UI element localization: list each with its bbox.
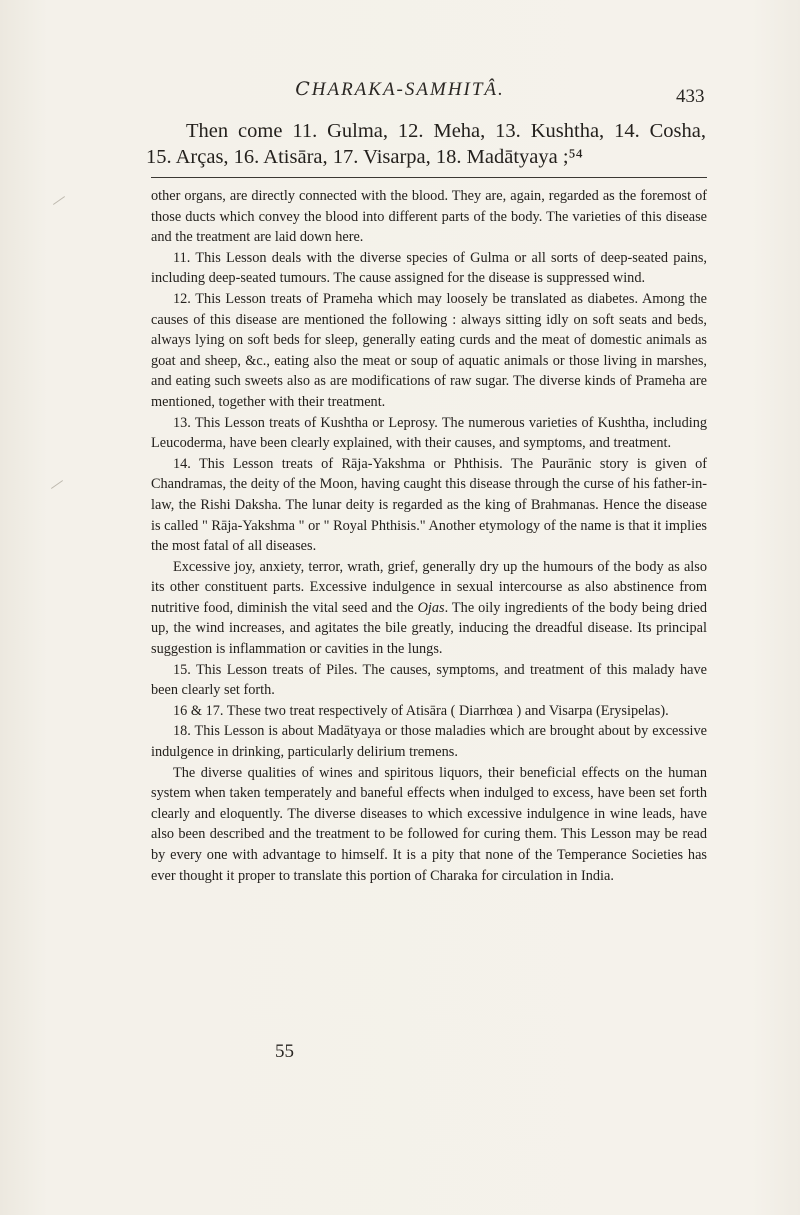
running-title: ⅭHARAKA-SAMHITÂ. <box>295 79 505 100</box>
note-18: 18. This Lesson is about Madātyaya or those maladies which are brought about by excessive indulgence in drinking, particularly delirium tremens. <box>151 723 707 761</box>
note-18-continued: The diverse qualities of wines and spiritous liquors, their beneficial effects on the human system when taken temperately and baneful effects when indulged to excess, have been set forth clearly and eloquently. The diverse diseases to which excessive indulgence in wine leads, have also been described and the treatment to be followed for curing them. This Lesson may be read by every one with advantage to himself. It is a pity that none of the Temperance Societies has ever thought it proper to translate this portion of Charaka for circulation in India. <box>151 764 707 884</box>
main-text <box>146 118 706 170</box>
main-text-line-1: Then come 11. Gulma, 12. Meha, 13. Kushtha, 14. Cosha, <box>186 120 706 142</box>
note-11: 11. This Lesson deals with the diverse species of Gulma or all sorts of deep-seated pains, including deep-seated tumours. The cause assigned for the disease is suppressed wind. <box>151 249 707 287</box>
paper-mark <box>51 480 63 489</box>
note-14: 14. This Lesson treats of Rāja-Yakshma or Phthisis. The Paurānic story is given of Chandramas, the deity of the Moon, having caught this disease through the curse of his father-in-law, the Rishi Daksha. The lunar deity is regarded as the king of Brahmanas. Hence the disease is called " Rāja-Yakshma " or " Royal Phthisis." Another etymology of the name is that it implies the most fatal of all diseases. <box>151 455 707 555</box>
paper-mark <box>53 196 65 205</box>
main-text-line-2: 15. Arças, 16. Atisāra, 17. Visarpa, 18. Madātyaya ;⁵⁴ <box>146 146 583 168</box>
footnotes <box>151 186 707 886</box>
note-12: 12. This Lesson treats of Prameha which may loosely be translated as diabetes. Among the causes of this disease are mentioned the following : always sitting idly on soft seats and beds, always lying on soft beds for sleep, generally eating curds and the meat of domestic animals as goat and sheep, &c., eating also the meat or soup of aquatic animals or those living in marshes, and eating such sweets also as are modifications of raw sugar. The diverse kinds of Prameha are mentioned, together with their treatment. <box>151 290 707 410</box>
note-13: 13. This Lesson treats of Kushtha or Leprosy. The numerous varieties of Kushtha, including Leucoderma, have been clearly explained, with their causes, and symptoms, and treatment. <box>151 414 707 452</box>
page-number: 433 <box>676 86 705 107</box>
note-16-17: 16 & 17. These two treat respectively of Atisāra ( Diarrhœa ) and Visarpa (Erysipelas). <box>173 702 669 719</box>
note-continuation: other organs, are directly connected with the blood. They are, again, regarded as the foremost of those ducts which convey the blood into different parts of the body. The varieties of this disease and the treatment are laid down here. <box>151 188 707 246</box>
note-14-continued-pre: Excessive joy, anxiety, terror, wrath, grief, generally dry up the humours of the body as also its other constituent parts. Excessive indulgence in sexual intercourse as also abstinence from nutritive food, diminish the vital seed and the <box>151 558 707 616</box>
footnote-divider <box>151 177 707 178</box>
ojas-term: Ojas <box>417 599 445 616</box>
note-14-continued-post: . The oily ingredients of the body being dried up, the wind increases, and agitates the bile greatly, inducing the dreadful disease. Its principal suggestion is inflammation or cavities in the lungs. <box>151 599 707 658</box>
signature-mark: 55 <box>275 1041 294 1062</box>
note-14-continued <box>151 557 707 660</box>
note-15: 15. This Lesson treats of Piles. The causes, symptoms, and treatment of this malady have been clearly set forth. <box>151 661 707 699</box>
